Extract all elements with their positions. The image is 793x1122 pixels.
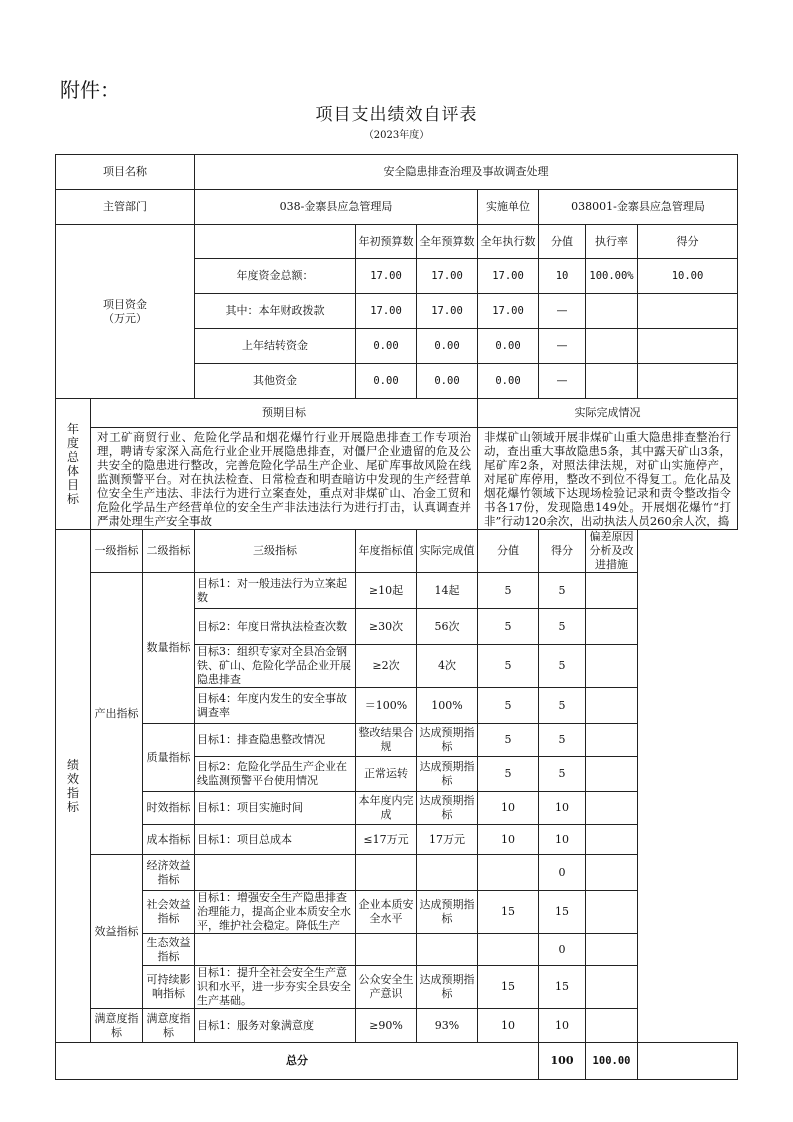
funds-row-label: 上年结转资金 — [195, 329, 356, 364]
funds-row-label: 其中：本年财政拨款 — [195, 294, 356, 329]
col-initial-budget: 年初预算数 — [356, 225, 417, 259]
indicator-score: 5 — [539, 688, 586, 724]
dept-label: 主管部门 — [56, 190, 195, 225]
funds-score-val: — — [539, 329, 586, 364]
indicator-name — [195, 855, 356, 891]
impl-label: 实施单位 — [478, 190, 539, 225]
table-row — [56, 724, 738, 757]
indicator-target: 本年度内完成 — [356, 792, 417, 825]
ecological-indicator-label: 生态效益指标 — [143, 934, 195, 966]
total-row — [56, 1043, 738, 1080]
indicator-score: 0 — [539, 855, 586, 891]
indicator-target: ≥90% — [356, 1009, 417, 1043]
indicator-reason — [586, 573, 638, 609]
performance-label: 绩 效 指 标 — [56, 530, 91, 1043]
indicator-score: 15 — [539, 966, 586, 1009]
indicator-reason — [586, 724, 638, 757]
total-score-val: 100 — [539, 1043, 586, 1080]
funds-row-label: 年度资金总额： — [195, 259, 356, 294]
indicator-name: 目标1：排查隐患整改情况 — [195, 724, 356, 757]
perf-col-target: 年度指标值 — [356, 530, 417, 573]
expected-goal-text: 对工矿商贸行业、危险化学品和烟花爆竹行业开展隐患排查工作专项治理，聘请专家深入高危行业企业开展隐患排查，对僵尸企业遗留的危及公共安全的隐患进行整改，完善危险化学品生产企业、尾矿库事故风险在线监测预警平台。对在执法检查、日常检查和明查暗访中发现的生产经营单位安全生产违法、非法行为进行立案查处，重点对非煤矿山、冶金工贸和危险化学品生产经营单位的安全生产非法违法行为进行打击，认真调查并严肃处理生产安全事故 — [97, 430, 472, 527]
perf-col-l1: 一级指标 — [91, 530, 143, 573]
indicator-score-val: 5 — [478, 609, 539, 645]
indicator-actual: 56次 — [417, 609, 478, 645]
indicator-target: ＝100% — [356, 688, 417, 724]
indicator-name: 目标3：组织专家对全县冶金钢铁、矿山、危险化学品企业开展隐患排查 — [195, 645, 356, 688]
sustainability-indicator-label: 可持续影响指标 — [143, 966, 195, 1009]
table-row — [56, 825, 738, 855]
output-indicator-label: 产出指标 — [91, 573, 143, 855]
indicator-target: 正常运转 — [356, 757, 417, 792]
indicator-score-val — [478, 934, 539, 966]
indicator-score-val: 15 — [478, 891, 539, 934]
actual-completion-header: 实际完成情况 — [478, 399, 738, 428]
table-row — [56, 1009, 738, 1043]
indicator-score-val: 5 — [478, 757, 539, 792]
indicator-score-val: 10 — [478, 1009, 539, 1043]
indicator-target — [356, 934, 417, 966]
table-row — [56, 891, 738, 934]
table-row — [56, 573, 738, 609]
indicator-target: 整改结果合规 — [356, 724, 417, 757]
indicator-actual: 93% — [417, 1009, 478, 1043]
quality-indicator-label: 质量指标 — [143, 724, 195, 792]
indicator-score: 5 — [539, 724, 586, 757]
funds-v1: 0.00 — [356, 364, 417, 399]
indicator-score: 10 — [539, 1009, 586, 1043]
funds-score-val: — — [539, 294, 586, 329]
funds-rate: 100.00% — [586, 259, 638, 294]
funds-rate — [586, 329, 638, 364]
total-score: 100.00 — [586, 1043, 638, 1080]
indicator-score-val: 5 — [478, 645, 539, 688]
project-name-label: 项目名称 — [56, 155, 195, 190]
funds-v3: 17.00 — [478, 259, 539, 294]
indicator-name: 目标1：提升全社会安全生产意识和水平，进一步夯实全县安全生产基础。 — [195, 966, 356, 1009]
satisfaction-l1-label: 满意度指标 — [91, 1009, 143, 1043]
indicator-reason — [586, 1009, 638, 1043]
perf-col-reason: 偏差原因分析及改进措施 — [586, 530, 638, 573]
funds-score: 10.00 — [638, 259, 738, 294]
indicator-target: ≥2次 — [356, 645, 417, 688]
funds-v2: 17.00 — [417, 294, 478, 329]
indicator-reason — [586, 757, 638, 792]
indicator-score: 15 — [539, 891, 586, 934]
total-label: 总分 — [56, 1043, 539, 1080]
indicator-score: 5 — [539, 609, 586, 645]
indicator-actual: 达成预期指标 — [417, 891, 478, 934]
col-score: 得分 — [638, 225, 738, 259]
indicator-score: 5 — [539, 757, 586, 792]
col-score-value: 分值 — [539, 225, 586, 259]
actual-completion-text: 非煤矿山领域开展非煤矿山重大隐患排查整治行动，查出重大事故隐患5条，其中露天矿山3条，尾矿库2条，对照法律法规，对矿山实施停产，对尾矿库停用，整改不到位不得复工。危化品及烟花爆竹领域下达现场检验记录和责令整改指令书各17份，发现隐患149处。开展烟花爆竹“打非”行动120余次，出动执法人员260余人次，捣 — [484, 430, 732, 527]
cost-indicator-label: 成本指标 — [143, 825, 195, 855]
indicator-score: 5 — [539, 645, 586, 688]
satisfaction-l2-label: 满意度指标 — [143, 1009, 195, 1043]
indicator-score-val: 5 — [478, 573, 539, 609]
self-evaluation-table — [55, 154, 738, 1080]
indicator-reason — [586, 688, 638, 724]
funds-v3: 0.00 — [478, 329, 539, 364]
col-annual-budget: 全年预算数 — [417, 225, 478, 259]
indicator-score-val: 10 — [478, 792, 539, 825]
perf-col-actual: 实际完成值 — [417, 530, 478, 573]
table-row — [56, 792, 738, 825]
indicator-name: 目标1：增强安全生产隐患排查治理能力，提高企业本质安全水平，维护社会稳定。降低生产 — [195, 891, 356, 934]
funds-rate — [586, 364, 638, 399]
indicator-score-val — [478, 855, 539, 891]
indicator-actual: 100% — [417, 688, 478, 724]
funds-score — [638, 329, 738, 364]
indicator-target: 公众安全生产意识 — [356, 966, 417, 1009]
indicator-reason — [586, 645, 638, 688]
funds-v2: 0.00 — [417, 329, 478, 364]
economic-indicator-label: 经济效益指标 — [143, 855, 195, 891]
funds-rate — [586, 294, 638, 329]
indicator-actual: 达成预期指标 — [417, 966, 478, 1009]
indicator-name: 目标2：年度日常执法检查次数 — [195, 609, 356, 645]
funds-score — [638, 364, 738, 399]
indicator-name: 目标2：危险化学品生产企业在线监测预警平台使用情况 — [195, 757, 356, 792]
perf-col-score-val: 分值 — [478, 530, 539, 573]
indicator-target: 企业本质安全水平 — [356, 891, 417, 934]
page-title: 项目支出绩效自评表 — [315, 105, 478, 125]
indicator-reason — [586, 792, 638, 825]
funds-v2: 17.00 — [417, 259, 478, 294]
benefit-indicator-label: 效益指标 — [91, 855, 143, 1009]
indicator-actual: 达成预期指标 — [417, 792, 478, 825]
expected-goal-header: 预期目标 — [91, 399, 478, 428]
total-reason — [638, 1043, 738, 1080]
indicator-actual: 达成预期指标 — [417, 757, 478, 792]
funds-v1: 17.00 — [356, 294, 417, 329]
indicator-score: 10 — [539, 825, 586, 855]
attachment-label: 附件： — [60, 78, 120, 102]
indicator-reason — [586, 891, 638, 934]
indicator-actual: 17万元 — [417, 825, 478, 855]
perf-col-l2: 二级指标 — [143, 530, 195, 573]
funds-row-label: 其他资金 — [195, 364, 356, 399]
indicator-score-val: 5 — [478, 724, 539, 757]
indicator-name: 目标1：服务对象满意度 — [195, 1009, 356, 1043]
indicator-score: 0 — [539, 934, 586, 966]
indicator-actual — [417, 855, 478, 891]
indicator-name: 目标1：对一般违法行为立案起数 — [195, 573, 356, 609]
table-row — [56, 934, 738, 966]
report-year: （2023年度） — [363, 130, 430, 141]
dept-value: 038-金寨县应急管理局 — [195, 190, 478, 225]
timely-indicator-label: 时效指标 — [143, 792, 195, 825]
annual-goals-label: 年 度 总 体 目 标 — [56, 399, 91, 530]
indicator-reason — [586, 855, 638, 891]
indicator-score: 10 — [539, 792, 586, 825]
col-exec-rate: 执行率 — [586, 225, 638, 259]
indicator-actual — [417, 934, 478, 966]
funds-score — [638, 294, 738, 329]
indicator-reason — [586, 609, 638, 645]
funds-v2: 0.00 — [417, 364, 478, 399]
table-row — [56, 966, 738, 1009]
indicator-score-val: 10 — [478, 825, 539, 855]
indicator-reason — [586, 934, 638, 966]
funds-label: 项目资金 （万元） — [56, 225, 195, 399]
indicator-score: 5 — [539, 573, 586, 609]
perf-col-l3: 三级指标 — [195, 530, 356, 573]
funds-v3: 0.00 — [478, 364, 539, 399]
impl-value: 038001-金寨县应急管理局 — [539, 190, 738, 225]
indicator-actual: 4次 — [417, 645, 478, 688]
indicator-reason — [586, 966, 638, 1009]
funds-v3: 17.00 — [478, 294, 539, 329]
indicator-name: 目标4：年度内发生的安全事故调查率 — [195, 688, 356, 724]
social-indicator-label: 社会效益指标 — [143, 891, 195, 934]
indicator-actual: 达成预期指标 — [417, 724, 478, 757]
indicator-target: ≥30次 — [356, 609, 417, 645]
indicator-reason — [586, 825, 638, 855]
indicator-target: ≥10起 — [356, 573, 417, 609]
quantity-indicator-label: 数量指标 — [143, 573, 195, 724]
funds-header-blank — [195, 225, 356, 259]
funds-score-val: — — [539, 364, 586, 399]
indicator-name: 目标1：项目总成本 — [195, 825, 356, 855]
col-annual-executed: 全年执行数 — [478, 225, 539, 259]
indicator-name: 目标1：项目实施时间 — [195, 792, 356, 825]
perf-col-score: 得分 — [539, 530, 586, 573]
indicator-score-val: 5 — [478, 688, 539, 724]
funds-v1: 17.00 — [356, 259, 417, 294]
indicator-target — [356, 855, 417, 891]
indicator-target: ≤17万元 — [356, 825, 417, 855]
indicator-score-val: 15 — [478, 966, 539, 1009]
indicator-actual: 14起 — [417, 573, 478, 609]
funds-v1: 0.00 — [356, 329, 417, 364]
funds-score-val: 10 — [539, 259, 586, 294]
project-name: 安全隐患排查治理及事故调查处理 — [195, 155, 738, 190]
table-row — [56, 855, 738, 891]
indicator-name — [195, 934, 356, 966]
